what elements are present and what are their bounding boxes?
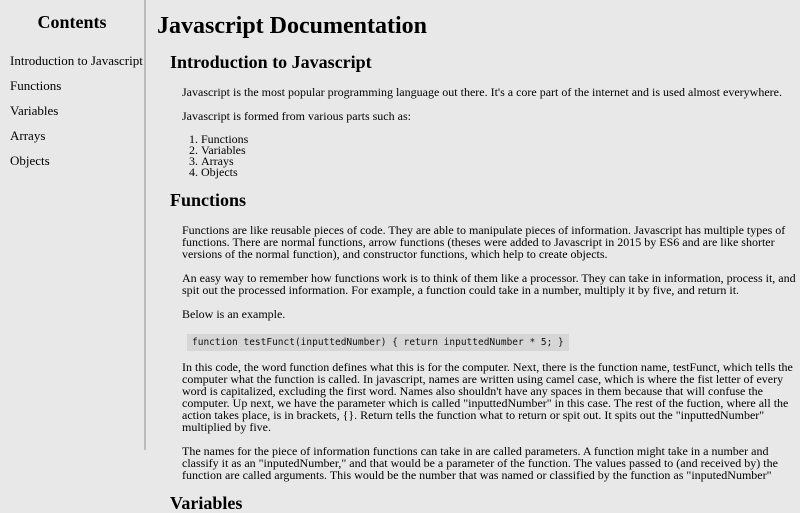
list-item: 1. Functions [201, 134, 797, 145]
page-title: Javascript Documentation [157, 13, 427, 39]
sidebar-item-objects[interactable]: Objects [10, 153, 50, 168]
section-introduction [170, 52, 797, 178]
main-content [157, 0, 797, 513]
code-example: function testFunct(inputtedNumber) { return inputtedNumber * 5; } [187, 334, 569, 351]
sidebar-links [0, 52, 144, 177]
paragraph: Javascript is formed from various parts such as: [182, 109, 411, 123]
paragraph: An easy way to remember how functions work is to think of them like a processor. They can take in information, process it, and spit out the processed information. For example, a function could take in a number, multiply it by five, and return it. [182, 271, 796, 297]
parts-list [182, 134, 797, 178]
sidebar-nav [0, 0, 146, 450]
sidebar-item-variables[interactable]: Variables [10, 103, 59, 118]
paragraph: Below is an example. [182, 307, 286, 321]
section-variables [170, 493, 797, 513]
section-heading: Functions [170, 190, 247, 210]
sidebar-item-arrays[interactable]: Arrays [10, 128, 46, 143]
paragraph: In this code, the word function defines what this is for the computer. Next, there is the function name, testFunct, which tells the computer what the function is called. In javascript, names are written using camel case, which is where the fist letter of every word is capitalized, excluding the first word. Names also shouldn't have any spaces in them because that will confuse the computer. Up next, we have the parameter which is called "inputtedNumber" in this case. The rest of the fuction, where all the action takes place, is in brackets, {}. Return tells the function what to return or spit out. It spits out the "inputtedNumber" multiplied by five. [182, 360, 793, 434]
paragraph: Javascript is the most popular programming language out there. It's a core part of the internet and is used almost everywhere. [182, 85, 782, 99]
sidebar-title: Contents [37, 12, 107, 32]
list-item: 4. Objects [201, 167, 797, 178]
list-item: 2. Variables [201, 145, 797, 156]
paragraph: Functions are like reusable pieces of code. They are able to manipulate pieces of information. Javascript has multiple types of functions. There are normal functions, arrow functions (theses were added to Javascript in 2015 by ES6 and are like shorter versions of the normal function), and constructor functions, which help to create objects. [182, 223, 786, 261]
paragraph: The names for the piece of information functions can take in are called parameters. A function might take in a number and classify it as an "inputedNumber," and that would be a parameter of the function. The values passed to (and received by) the function are called arguments. This would be the number that was named or classified by the function as "inputedNumber" [182, 444, 778, 482]
sidebar-item-introduction[interactable]: Introduction to Javascript [10, 53, 143, 68]
list-item: 3. Arrays [201, 156, 797, 167]
sidebar-item-functions[interactable]: Functions [10, 78, 62, 93]
section-heading: Introduction to Javascript [170, 52, 372, 72]
section-heading: Variables [170, 493, 243, 513]
section-functions [170, 190, 797, 481]
